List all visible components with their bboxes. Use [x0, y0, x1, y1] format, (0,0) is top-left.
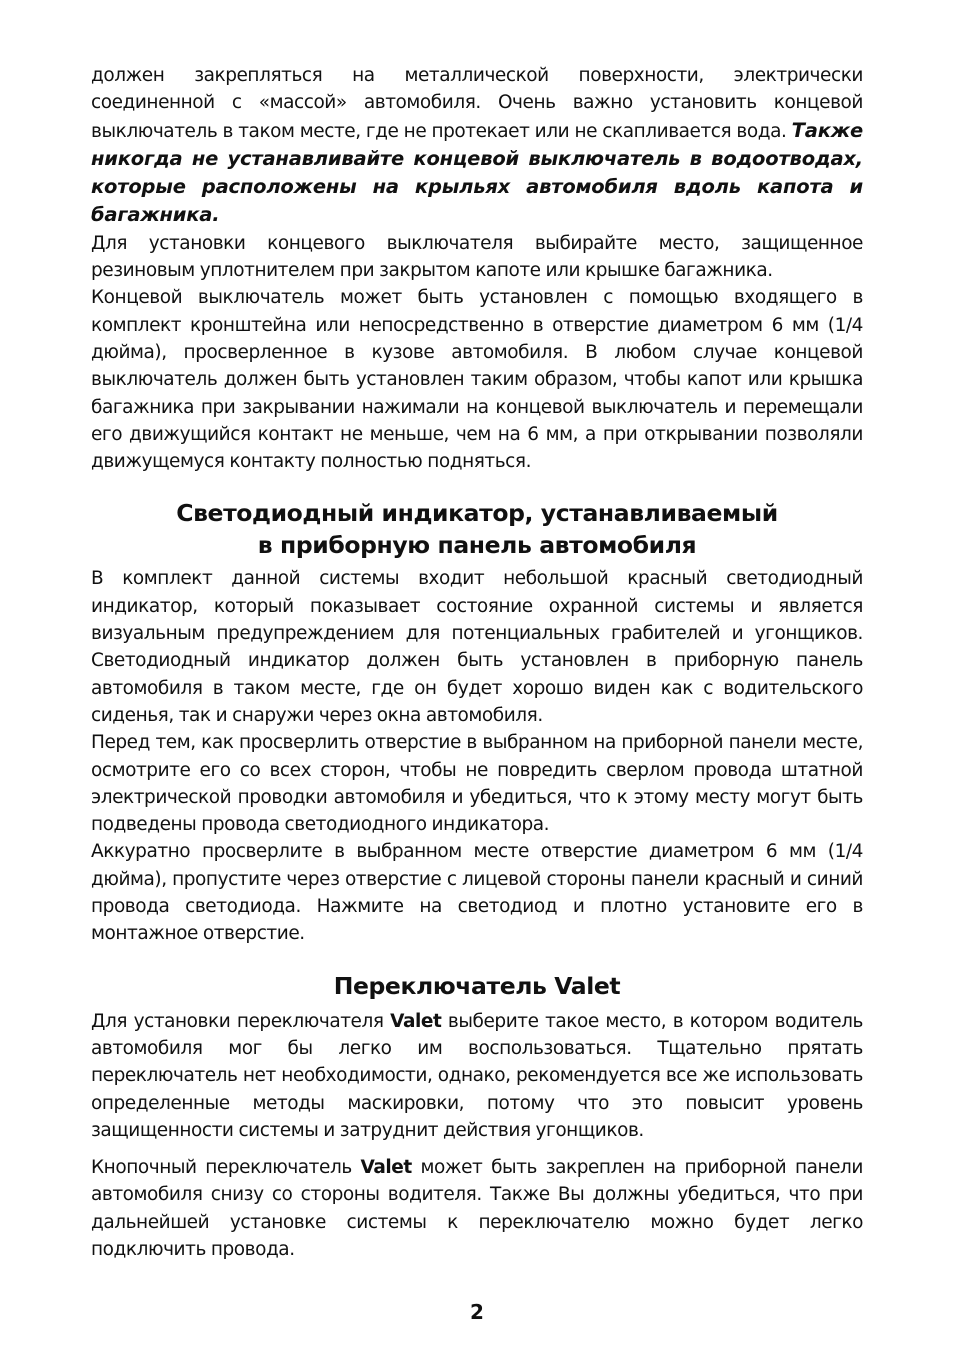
valet-term: Valet — [390, 1010, 442, 1032]
paragraph-led-drilling-precaution: Перед тем, как просверлить отверстие в выбранном на приборной панели месте, осмотрите его со всех сторон, чтобы не повредить сверлом провода штатной электрической проводки автомобиля и убедиться, что к этому месту могут быть подведены провода светодиодного индикатора. — [91, 732, 863, 836]
valet-term: Valet — [360, 1157, 412, 1179]
paragraph-text: должен закрепляться на металлической поверхности, электрически соединенной с «массой» автомобиля. Очень важно установить концевой выключатель в таком месте, где не протекает или не скапливается вода. — [91, 65, 863, 142]
paragraph-switch-mounting — [91, 62, 863, 230]
paragraph-switch-installation: Концевой выключатель может быть установлен с помощью входящего в комплект кронштейна или непосредственно в отверстие диаметром 6 мм (1/4 дюйма), просверленное в кузове автомобиля. В любом случае концевой выключатель должен быть установлен таким образом, чтобы капот или крышка багажника при закрывании нажимали на концевой выключатель и перемещали его движущийся контакт не меньше, чем на 6 мм, а при открывании позволяли движущемуся контакту полностью подняться. — [91, 287, 863, 473]
paragraph-valet-mounting — [91, 1154, 863, 1263]
heading-valet-switch: Переключатель Valet — [333, 971, 621, 1000]
heading-led-indicator — [91, 497, 863, 561]
heading-line-1: Светодиодный индикатор, устанавливаемый — [176, 499, 778, 528]
paragraph-led-installation: Аккуратно просверлите в выбранном месте отверстие диаметром 6 мм (1/4 дюйма), пропустите через отверстие с лицевой стороны панели красный и синий провода светодиода. Нажмите на светодиод и плотно установите его в монтажное отверстие. — [91, 841, 863, 945]
paragraph-text: может быть закреплен на приборной панели автомобиля снизу со стороны водителя. Также Вы должны убедиться, что при дальнейшей установке системы к переключателю можно будет легко подключить провода. — [91, 1157, 863, 1260]
paragraph-switch-location: Для установки концевого выключателя выбирайте место, защищенное резиновым уплотнителем при закрытом капоте или крышке багажника. — [91, 232, 863, 282]
paragraph-text: выберите такое место, в котором водитель автомобиля мог бы легко им воспользоваться. Тщательно прятать переключатель нет необходимости, однако, рекомендуется все же использовать определенные методы маскировки, потому что это повысит уровень защищенности системы и затруднит действия угонщиков. — [91, 1010, 864, 1141]
page-number: 2 — [470, 1300, 484, 1324]
paragraph-text: Кнопочный переключатель — [91, 1157, 361, 1179]
document-page — [91, 62, 863, 1263]
paragraph-valet-location — [91, 1008, 863, 1144]
heading-line-2: в приборную панель автомобиля — [257, 531, 697, 560]
paragraph-text: Для установки переключателя — [91, 1010, 391, 1032]
warning-emphasis: Также никогда не устанавливайте концевой выключатель в водоотводах, которые расположены на крыльях автомобиля вдоль капота и багажника. — [91, 118, 863, 227]
paragraph-led-description: В комплект данной системы входит небольшой красный светодиодный индикатор, который показывает состояние охранной системы и является визуальным предупреждением для потенциальных грабителей и угонщиков. Светодиодный индикатор должен быть установлен в приборную панель автомобиля в таком месте, где он будет хорошо виден как с водительского сиденья, так и снаружи через окна автомобиля. — [91, 568, 863, 726]
